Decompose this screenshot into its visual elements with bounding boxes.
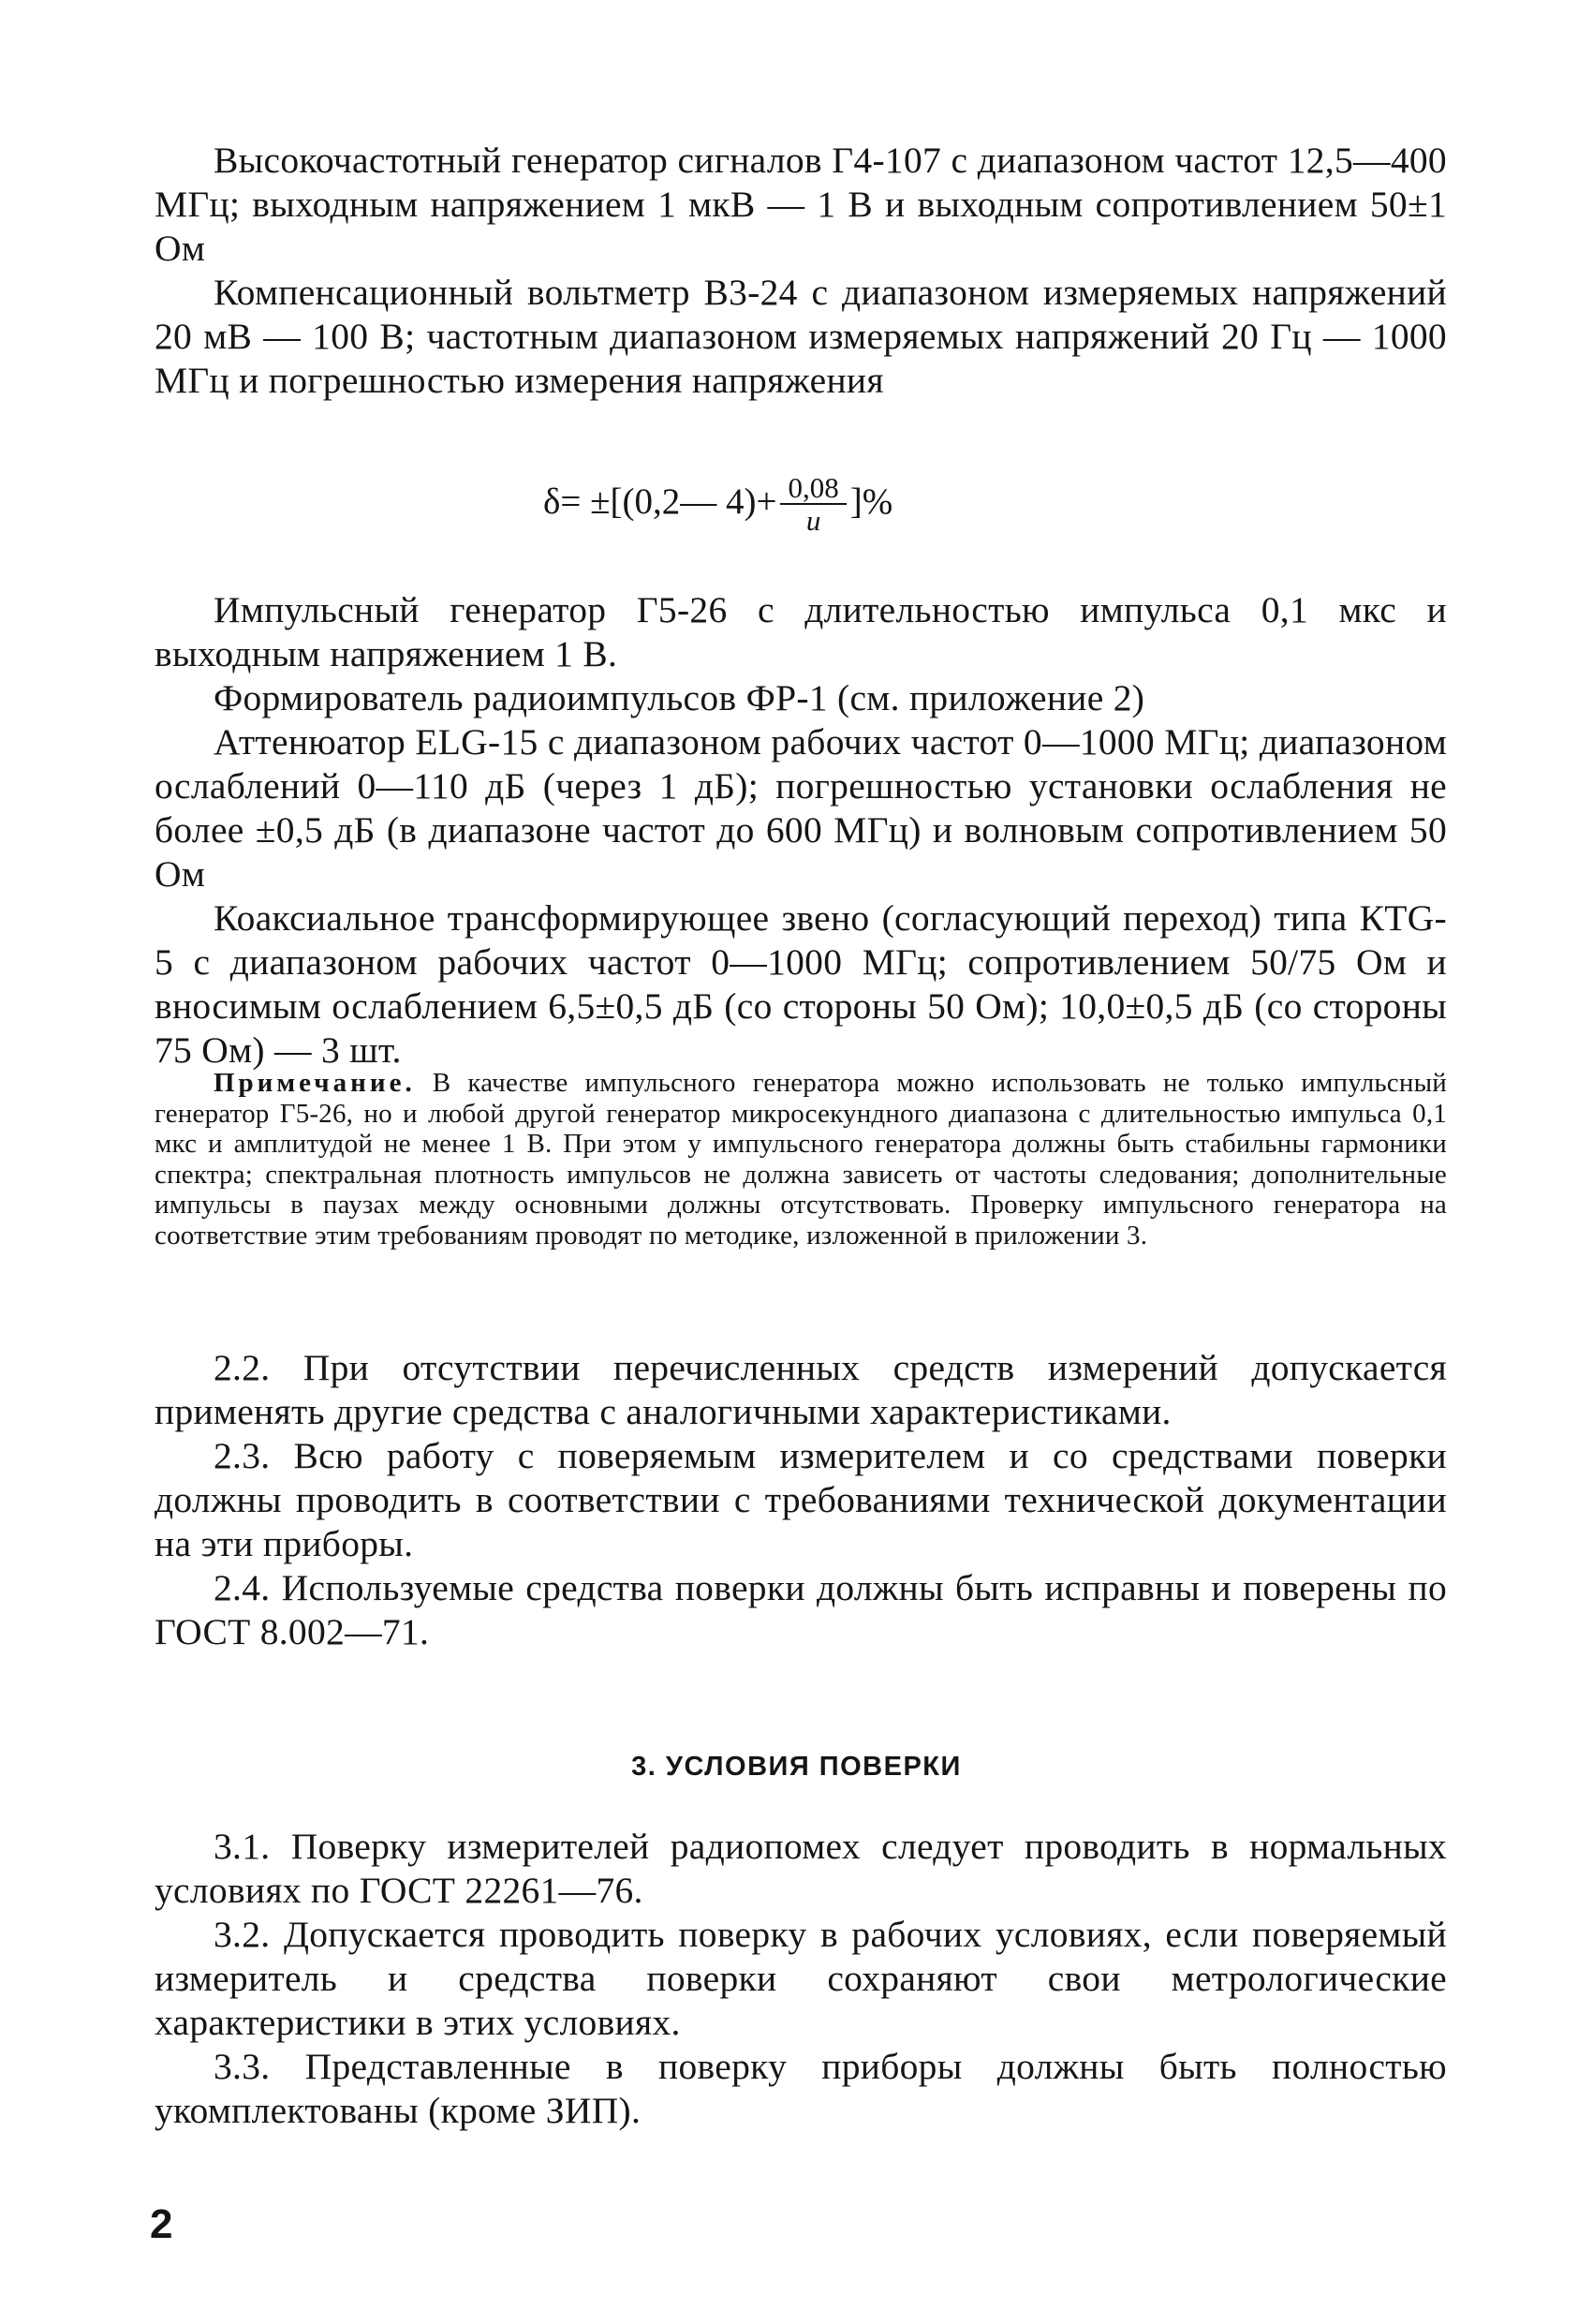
paragraph-coaxial-link: Коаксиальное трансформирующее звено (согласующий переход) типа КТG-5 с диапазоном рабочих частот 0—1000 МГц; сопротивлением 50/75 Ом и вносимым ослаблением 6,5±0,5 дБ (со стороны 50 Ом); 10,0±0,5 дБ (со стороны 75 Ом) — 3 шт. <box>155 897 1447 1071</box>
paragraph-2-4: 2.4. Используемые средства поверки должны быть исправны и поверены по ГОСТ 8.002—71. <box>155 1567 1447 1652</box>
note-label: Примечание. <box>214 1068 416 1098</box>
paragraph-former-fr1: Формирователь радиоимпульсов ФР-1 (см. приложение 2) <box>214 677 1145 718</box>
page-number: 2 <box>150 2201 173 2247</box>
equipment-list-middle <box>155 588 1447 1073</box>
section-3-heading: 3. УСЛОВИЯ ПОВЕРКИ <box>631 1752 962 1782</box>
note-text: В качестве импульсного генератора можно использовать не только импульсный генератор Г5-26, но и любой другой генератор микросекундного диапазона с длительностью импульса 0,1 мкс и амплитудой не менее 1 В. При этом у импульсного генератора должны быть стабильны гармоники спектра; спектральная плотность импульсов не должна зависеть от частоты следования; дополнительные импульсы в паузах между основными должны отсутствовать. Проверку импульсного генератора на соответствие этим требованиям проводят по методике, изложенной в приложении 3. <box>155 1068 1447 1251</box>
paragraph-3-3: 3.3. Представленные в поверку приборы должны быть полностью укомплектованы (кроме ЗИП). <box>155 2046 1447 2131</box>
formula-right: ]% <box>849 481 893 522</box>
paragraph-3-1: 3.1. Поверку измерителей радиопомех следует проводить в нормальных условиях по ГОСТ 22261—76. <box>155 1826 1447 1911</box>
paragraph-2-3: 2.3. Всю работу с поверяемым измерителем и со средствами поверки должны проводить в соответствии с требованиями технической документации на эти приборы. <box>155 1435 1447 1564</box>
paragraph-generator-g4-107: Высокочастотный генератор сигналов Г4-107 с диапазоном частот 12,5—400 МГц; выходным напряжением 1 мкВ — 1 В и выходным сопротивлением 50±1 Ом <box>155 140 1447 269</box>
formula-denominator: u <box>805 504 821 537</box>
equipment-list-top <box>155 139 1447 403</box>
error-formula <box>543 473 892 537</box>
note-block <box>155 1068 1447 1251</box>
formula-numerator: 0,08 <box>780 473 846 505</box>
paragraph-attenuator: Аттенюатор ELG-15 с диапазоном рабочих частот 0—1000 МГц; диапазоном ослаблений 0—110 дБ (через 1 дБ); погрешностью установки ослабления не более ±0,5 дБ (в диапазоне частот до 600 МГц) и волновым сопротивлением 50 Ом <box>155 721 1447 895</box>
formula-fraction <box>780 473 846 537</box>
paragraph-2-2: 2.2. При отсутствии перечисленных средств измерений допускается применять другие средства с аналогичными характеристиками. <box>155 1347 1447 1432</box>
paragraph-voltmeter-v3-24: Компенсационный вольтметр В3-24 с диапазоном измеряемых напряжений 20 мВ — 100 В; частотным диапазоном измеряемых напряжений 20 Гц — 1000 МГц и погрешностью измерения напряжения <box>155 272 1447 401</box>
formula-left: δ= ±[(0,2— 4)+ <box>543 481 777 522</box>
section-2-paragraphs <box>155 1346 1447 1654</box>
section-3-paragraphs <box>155 1825 1447 2133</box>
paragraph-3-2: 3.2. Допускается проводить поверку в рабочих условиях, если поверяемый измеритель и средства поверки сохраняют свои метрологические характеристики в этих условиях. <box>155 1914 1447 2043</box>
note-paragraph <box>155 1068 1447 1251</box>
paragraph-pulse-generator: Импульсный генератор Г5-26 с длительностью импульса 0,1 мкс и выходным напряжением 1 В. <box>155 589 1447 674</box>
